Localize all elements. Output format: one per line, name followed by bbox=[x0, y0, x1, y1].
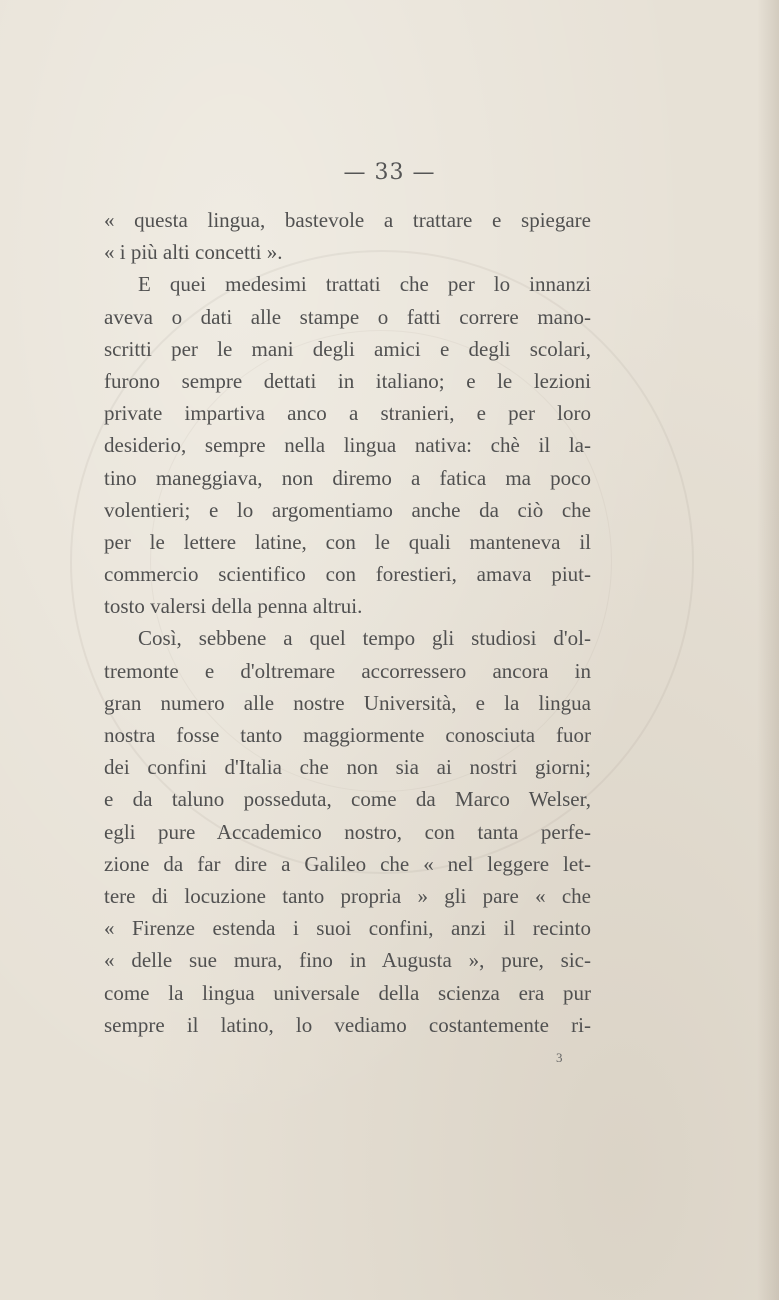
text-line: « Firenze estenda i suoi confini, anzi il recinto bbox=[104, 916, 591, 941]
text-line: volentieri; e lo argomentiamo anche da ciò che bbox=[104, 497, 591, 522]
text-line: Così, sebbene a quel tempo gli studiosi d'ol- bbox=[138, 626, 591, 651]
signature-mark: 3 bbox=[556, 1050, 563, 1065]
text-line: dei confini d'Italia che non sia ai nostri giorni; bbox=[104, 755, 591, 780]
text-line: per le lettere latine, con le quali manteneva il bbox=[104, 529, 591, 554]
text-line: nostra fosse tanto maggiormente conosciuta fuor bbox=[104, 723, 591, 747]
text-line: aveva o dati alle stampe o fatti correre mano- bbox=[104, 304, 591, 329]
text-line: zione da far dire a Galileo che « nel leggere let- bbox=[104, 851, 591, 876]
text-line: « i più alti concetti ». bbox=[104, 240, 283, 265]
text-line: e da taluno posseduta, come da Marco Welser, bbox=[104, 787, 591, 812]
text-line: tino maneggiava, non diremo a fatica ma poco bbox=[104, 465, 591, 490]
text-line: furono sempre dettati in italiano; e le lezioni bbox=[104, 368, 591, 393]
page-edge-shadow bbox=[757, 0, 779, 1300]
text-line: « delle sue mura, fino in Augusta », pure, sic- bbox=[104, 948, 591, 973]
text-line: come la lingua universale della scienza era pur bbox=[104, 980, 591, 1005]
text-line: tremonte e d'oltremare accorressero ancora in bbox=[104, 658, 591, 683]
text-line: egli pure Accademico nostro, con tanta perfe- bbox=[104, 819, 591, 844]
text-line: private impartiva anco a stranieri, e per loro bbox=[104, 401, 591, 426]
text-line: scritti per le mani degli amici e degli scolari, bbox=[104, 336, 591, 361]
text-line: tere di locuzione tanto propria » gli pare « che bbox=[104, 883, 591, 908]
page-number: — 33 — bbox=[343, 160, 436, 185]
text-line: sempre il latino, lo vediamo costantemente ri- bbox=[104, 1012, 591, 1037]
text-line: commercio scientifico con forestieri, amava piut- bbox=[104, 562, 591, 587]
text-line: tosto valersi della penna altrui. bbox=[104, 594, 363, 619]
text-line: desiderio, sempre nella lingua nativa: chè il la- bbox=[104, 433, 591, 458]
text-line: « questa lingua, bastevole a trattare e spiegare bbox=[104, 208, 591, 232]
body-text bbox=[104, 204, 591, 1041]
text-line: gran numero alle nostre Università, e la lingua bbox=[104, 690, 591, 715]
text-line: E quei medesimi trattati che per lo innanzi bbox=[138, 272, 591, 297]
